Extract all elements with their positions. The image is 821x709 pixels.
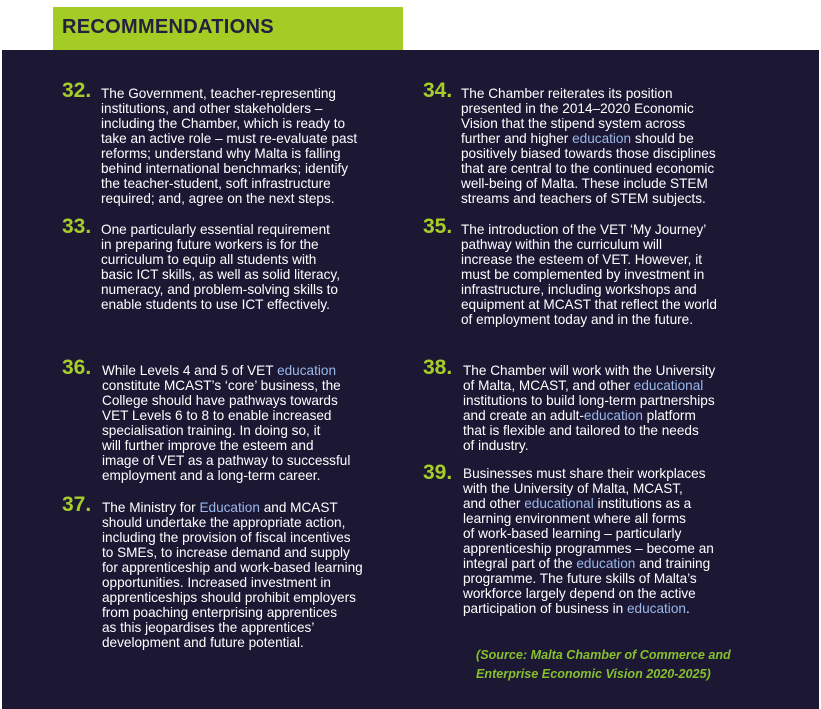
text-line bbox=[461, 116, 716, 131]
text-line bbox=[102, 423, 350, 438]
highlighted-term: education bbox=[572, 131, 632, 146]
text-line bbox=[461, 101, 716, 116]
text-line bbox=[463, 481, 714, 496]
recommendation-text bbox=[102, 500, 363, 650]
recommendation-text bbox=[463, 363, 715, 453]
text-segment: must be complemented by investment in bbox=[461, 267, 705, 282]
text-segment: of employment today and in the future. bbox=[461, 312, 693, 327]
text-line bbox=[101, 191, 357, 206]
text-segment: College should have pathways towards bbox=[102, 393, 338, 408]
text-line bbox=[463, 378, 715, 393]
text-segment: Businesses must share their workplaces bbox=[463, 466, 706, 481]
text-segment: including the Chamber, which is ready to bbox=[101, 116, 346, 131]
text-segment: and training bbox=[635, 556, 711, 571]
text-segment: and MCAST bbox=[259, 500, 338, 515]
text-segment: opportunities. Increased investment in bbox=[102, 575, 331, 590]
highlighted-term: education bbox=[277, 363, 337, 378]
text-line bbox=[102, 408, 350, 423]
recommendation-number: 39. bbox=[423, 461, 453, 484]
text-line bbox=[461, 297, 717, 312]
text-segment: While Levels 4 and 5 of VET bbox=[102, 363, 278, 378]
text-segment: . bbox=[685, 601, 690, 616]
recommendation-number: 32. bbox=[62, 79, 92, 102]
text-segment: of work-based learning – particularly bbox=[463, 526, 682, 541]
highlighted-term: education bbox=[583, 408, 643, 423]
text-segment: that are central to the continued economic bbox=[461, 161, 715, 176]
text-segment: The Chamber reiterates its position bbox=[461, 86, 673, 101]
text-line bbox=[463, 601, 714, 616]
text-segment: pathway within the curriculum will bbox=[461, 237, 662, 252]
text-line bbox=[102, 530, 363, 545]
recommendation-number: 38. bbox=[423, 356, 453, 379]
text-line bbox=[101, 252, 340, 267]
text-line bbox=[102, 438, 350, 453]
highlighted-term: education bbox=[626, 601, 686, 616]
text-line bbox=[461, 222, 717, 237]
text-segment: platform bbox=[642, 408, 696, 423]
recommendation-text bbox=[101, 222, 340, 312]
text-segment: The Government, teacher-representing bbox=[101, 86, 336, 101]
text-line bbox=[463, 408, 715, 423]
text-segment: presented in the 2014–2020 Economic bbox=[461, 101, 694, 116]
text-line bbox=[463, 586, 714, 601]
text-line bbox=[101, 116, 357, 131]
text-segment: to SMEs, to increase demand and supply bbox=[102, 545, 350, 560]
text-segment: behind international benchmarks; identify bbox=[101, 161, 349, 176]
text-line bbox=[101, 222, 340, 237]
text-line bbox=[461, 282, 717, 297]
text-segment: programme. The future skills of Malta’s bbox=[463, 571, 697, 586]
text-line bbox=[463, 526, 714, 541]
recommendation-text bbox=[461, 86, 716, 206]
text-line bbox=[102, 545, 363, 560]
text-line bbox=[461, 191, 716, 206]
text-line bbox=[461, 267, 717, 282]
text-segment: institutions, and other stakeholders – bbox=[101, 101, 323, 116]
text-line bbox=[463, 571, 714, 586]
text-segment: enable students to use ICT effectively. bbox=[101, 297, 330, 312]
text-line bbox=[101, 146, 357, 161]
text-line bbox=[461, 237, 717, 252]
highlighted-term: educational bbox=[633, 378, 704, 393]
source-line: Enterprise Economic Vision 2020-2025) bbox=[476, 667, 711, 681]
text-segment: participation of business in bbox=[463, 601, 627, 616]
text-line bbox=[102, 605, 363, 620]
text-segment: curriculum to equip all students with bbox=[101, 252, 317, 267]
text-segment: that is flexible and tailored to the needs bbox=[463, 423, 699, 438]
highlighted-term: Education bbox=[199, 500, 260, 515]
recommendation-number: 34. bbox=[423, 79, 453, 102]
text-line bbox=[101, 176, 357, 191]
text-line bbox=[461, 146, 716, 161]
text-line bbox=[461, 161, 716, 176]
text-line bbox=[463, 496, 714, 511]
text-segment: learning environment where all forms bbox=[463, 511, 686, 526]
text-line bbox=[463, 438, 715, 453]
text-segment: apprenticeship programmes – become an bbox=[463, 541, 714, 556]
text-line bbox=[102, 378, 350, 393]
text-segment: apprenticeships should prohibit employers bbox=[102, 590, 356, 605]
text-segment: The Ministry for bbox=[102, 500, 200, 515]
text-line bbox=[463, 556, 714, 571]
text-segment: institutions to build long-term partnerships bbox=[463, 393, 715, 408]
text-segment: take an active role – must re-evaluate past bbox=[101, 131, 358, 146]
text-segment: of industry. bbox=[463, 438, 529, 453]
text-line bbox=[463, 466, 714, 481]
text-line bbox=[101, 101, 357, 116]
text-segment: for apprenticeship and work-based learning bbox=[102, 560, 363, 575]
text-line bbox=[102, 635, 363, 650]
text-segment: increase the esteem of VET. However, it bbox=[461, 252, 703, 267]
text-line bbox=[461, 312, 717, 327]
text-segment: in preparing future workers is for the bbox=[101, 237, 319, 252]
text-segment: The introduction of the VET ‘My Journey’ bbox=[461, 222, 707, 237]
text-segment: further and higher bbox=[461, 131, 573, 146]
text-segment: from poaching enterprising apprentices bbox=[102, 605, 338, 620]
text-segment: as this jeopardises the apprentices’ bbox=[102, 620, 315, 635]
text-line bbox=[461, 252, 717, 267]
text-line bbox=[101, 131, 357, 146]
text-line bbox=[101, 282, 340, 297]
recommendation-number: 33. bbox=[62, 215, 92, 238]
text-segment: with the University of Malta, MCAST, bbox=[463, 481, 683, 496]
source-line: (Source: Malta Chamber of Commerce and bbox=[476, 648, 731, 662]
text-line bbox=[463, 393, 715, 408]
source-citation bbox=[476, 646, 731, 684]
text-line bbox=[102, 515, 363, 530]
text-segment: One particularly essential requirement bbox=[101, 222, 330, 237]
text-segment: basic ICT skills, as well as solid literacy, bbox=[101, 267, 340, 282]
text-line bbox=[102, 393, 350, 408]
text-line bbox=[102, 363, 350, 378]
text-segment: infrastructure, including workshops and bbox=[461, 282, 697, 297]
text-line bbox=[102, 453, 350, 468]
text-line bbox=[461, 131, 716, 146]
text-line bbox=[101, 237, 340, 252]
text-segment: constitute MCAST’s ‘core’ business, the bbox=[102, 378, 341, 393]
recommendation-number: 35. bbox=[423, 215, 453, 238]
text-line bbox=[101, 161, 357, 176]
text-segment: numeracy, and problem-solving skills to bbox=[101, 282, 338, 297]
text-segment: including the provision of fiscal incentives bbox=[102, 530, 351, 545]
text-line bbox=[463, 363, 715, 378]
text-segment: VET Levels 6 to 8 to enable increased bbox=[102, 408, 332, 423]
recommendation-text bbox=[463, 466, 714, 616]
text-segment: should be bbox=[631, 131, 694, 146]
recommendation-text bbox=[102, 363, 350, 483]
text-line bbox=[102, 620, 363, 635]
text-line bbox=[102, 468, 350, 483]
text-line bbox=[102, 560, 363, 575]
text-line bbox=[463, 541, 714, 556]
text-segment: reforms; understand why Malta is falling bbox=[101, 146, 341, 161]
recommendation-text bbox=[101, 86, 357, 206]
text-line bbox=[463, 511, 714, 526]
text-segment: workforce largely depend on the active bbox=[463, 586, 696, 601]
text-line bbox=[102, 575, 363, 590]
highlighted-term: education bbox=[576, 556, 636, 571]
text-segment: and other bbox=[463, 496, 525, 511]
highlighted-term: educational bbox=[524, 496, 594, 511]
text-line bbox=[102, 590, 363, 605]
text-line bbox=[101, 86, 357, 101]
text-segment: of Malta, MCAST, and other bbox=[463, 378, 634, 393]
text-segment: development and future potential. bbox=[102, 635, 304, 650]
text-segment: equipment at MCAST that reflect the world bbox=[461, 297, 717, 312]
text-segment: employment and a long-term career. bbox=[102, 468, 321, 483]
text-segment: Vision that the stipend system across bbox=[461, 116, 686, 131]
recommendation-number: 37. bbox=[62, 493, 92, 516]
recommendation-text bbox=[461, 222, 717, 327]
text-line bbox=[461, 176, 716, 191]
text-segment: and create an adult- bbox=[463, 408, 584, 423]
text-segment: image of VET as a pathway to successful bbox=[102, 453, 351, 468]
text-segment: positively biased towards those disciplines bbox=[461, 146, 716, 161]
text-line bbox=[101, 297, 340, 312]
text-segment: well-being of Malta. These include STEM bbox=[461, 176, 708, 191]
text-line bbox=[102, 500, 363, 515]
text-segment: the teacher-student, soft infrastructure bbox=[101, 176, 331, 191]
text-segment: will further improve the esteem and bbox=[102, 438, 314, 453]
text-segment: integral part of the bbox=[463, 556, 577, 571]
text-segment: specialisation training. In doing so, it bbox=[102, 423, 321, 438]
text-segment: The Chamber will work with the University bbox=[463, 363, 716, 378]
text-line bbox=[461, 86, 716, 101]
section-title: RECOMMENDATIONS bbox=[62, 16, 274, 38]
text-line bbox=[463, 423, 715, 438]
text-segment: streams and teachers of STEM subjects. bbox=[461, 191, 706, 206]
text-line bbox=[101, 267, 340, 282]
text-segment: required; and, agree on the next steps. bbox=[101, 191, 335, 206]
recommendation-number: 36. bbox=[62, 356, 92, 379]
text-segment: should undertake the appropriate action, bbox=[102, 515, 346, 530]
text-segment: institutions as a bbox=[593, 496, 692, 511]
